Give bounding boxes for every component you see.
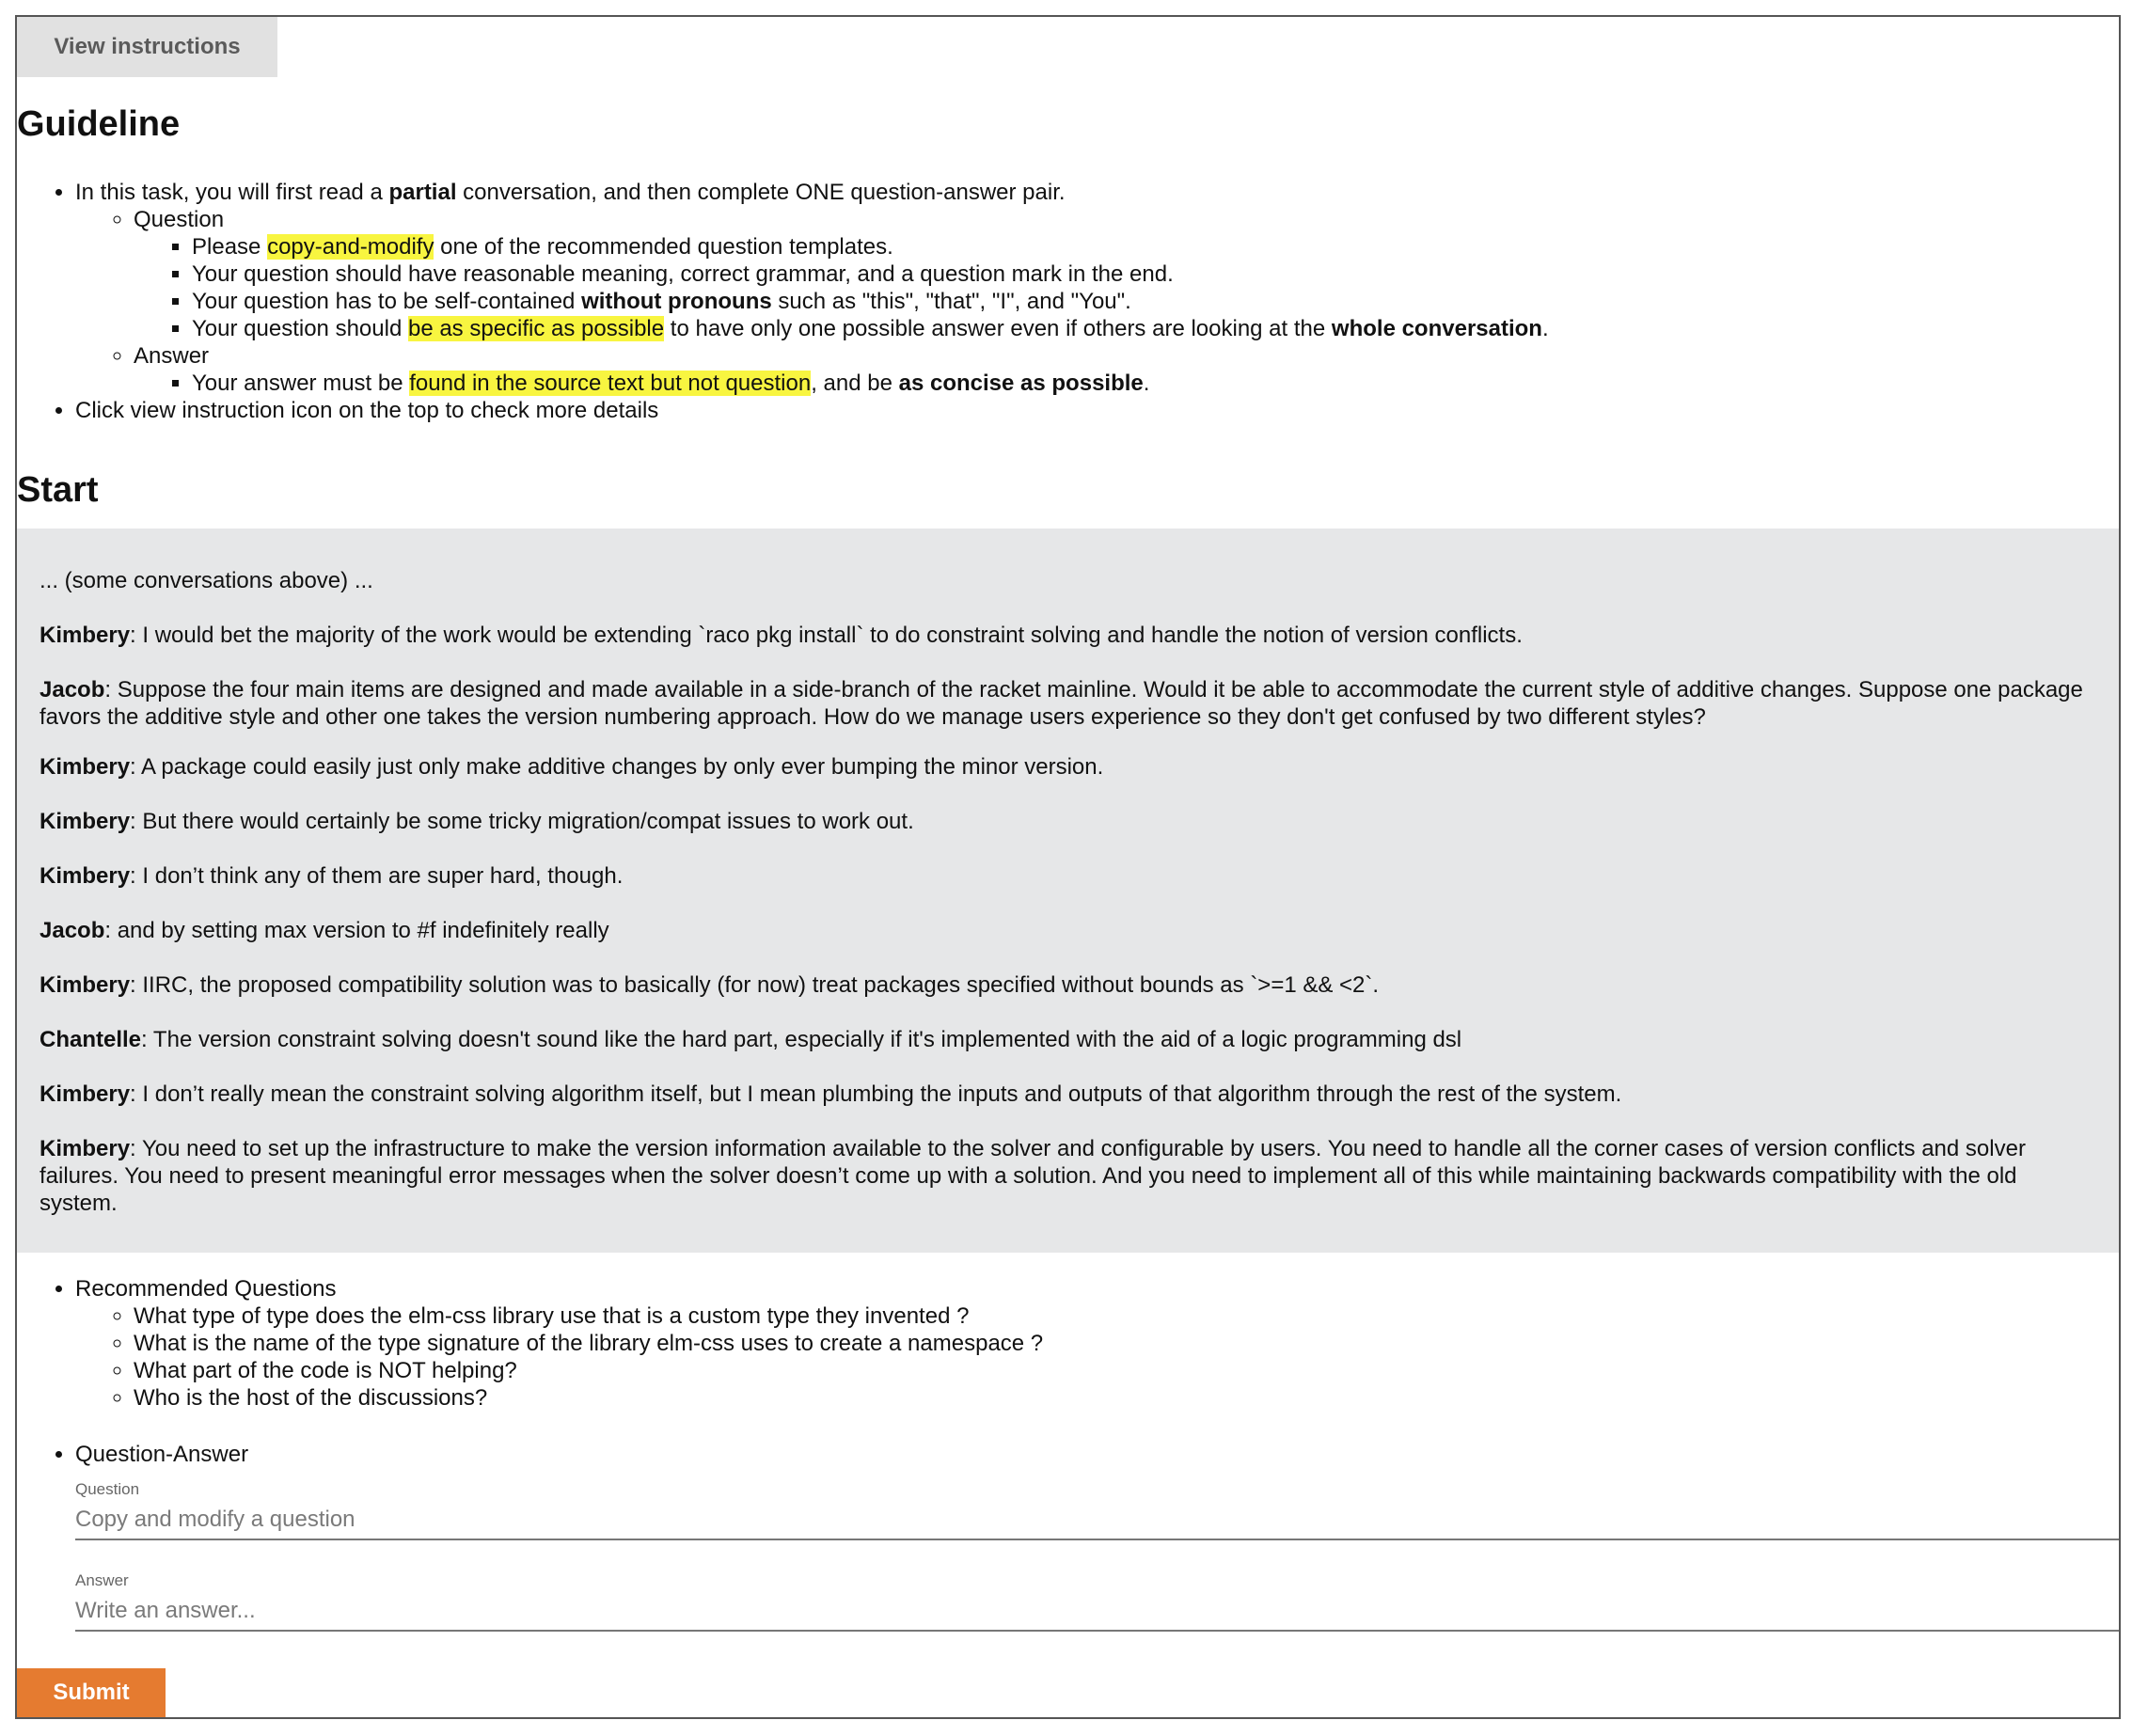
message-text: : I don’t really mean the constraint solving algorithm itself, but I mean plumbing the inputs and outputs of that algorithm through the rest of the system. <box>130 1081 1622 1107</box>
message-text: : The version constraint solving doesn't sound like the hard part, especially if it's implemented with the aid of a logic programming dsl <box>141 1027 1462 1052</box>
message <box>39 862 2096 890</box>
rule-highlight: copy-and-modify <box>267 234 434 260</box>
answer-rule-1 <box>192 370 2086 397</box>
recommended-question: ◦ What is the name of the type signature of the library elm-css uses to create a namespace ? <box>134 1330 2086 1357</box>
rule-bold: as concise as possible <box>898 371 1144 396</box>
rule-text: to have only one possible answer even if others are looking at the <box>664 316 1332 341</box>
rule-text: Please <box>192 234 268 260</box>
message-text: : A package could easily just only make additive changes by only ever bumping the minor version. <box>130 754 1104 780</box>
answer-guideline-label: Answer <box>134 343 210 369</box>
start-heading: Start <box>17 470 99 510</box>
rule-text: . <box>1541 316 1549 341</box>
recommended-question: ◦ What part of the code is NOT helping? <box>134 1357 2086 1384</box>
question-guideline-label: Question <box>134 207 225 232</box>
rule-text: Your question should <box>192 316 408 341</box>
speaker-name: Chantelle <box>39 1027 142 1052</box>
rule-text: Your question has to be self-contained <box>192 289 582 314</box>
question-field <box>75 1480 2119 1540</box>
task-frame <box>15 15 2121 1719</box>
message-text: : and by setting max version to #f indefinitely really <box>104 918 609 943</box>
rule-bold: whole conversation <box>1331 316 1542 341</box>
message-text: : I would bet the majority of the work would be extending `raco pkg install` to do constraint solving and handle the notion of version conflicts. <box>130 623 1523 648</box>
answer-field <box>75 1571 2119 1632</box>
question-rule-2: ▪ Your question should have reasonable meaning, correct grammar, and a question mark in the end. <box>192 260 2086 288</box>
answer-field-label: Answer <box>75 1571 129 1589</box>
answer-guideline <box>134 342 2086 397</box>
question-input[interactable] <box>75 1499 2119 1540</box>
question-answer-section <box>17 1441 2086 1468</box>
message-text: : Suppose the four main items are designed and made available in a side-branch of the racket mainline. Would it be able to accommodate the current style of additive changes. Suppose one package favors the additive style and other one takes the version numbering approach. How do we manage users experience so they don't get confused by two different styles? <box>39 677 2083 730</box>
message <box>39 1026 2096 1053</box>
speaker-name: Jacob <box>39 918 105 943</box>
question-rule-4 <box>192 315 2086 342</box>
question-guideline <box>134 206 2086 342</box>
speaker-name: Kimbery <box>39 972 131 998</box>
recommended-question: ◦ Who is the host of the discussions? <box>134 1384 2086 1412</box>
intro-bold: partial <box>388 180 457 205</box>
message-text: : But there would certainly be some tricky migration/compat issues to work out. <box>130 809 914 834</box>
speaker-name: Kimbery <box>39 863 131 889</box>
intro-text: In this task, you will first read a <box>75 180 389 205</box>
intro-text-end: conversation, and then complete ONE question-answer pair. <box>456 180 1066 205</box>
message <box>39 622 2096 649</box>
speaker-name: Kimbery <box>39 1081 131 1107</box>
speaker-name: Kimbery <box>39 1136 131 1161</box>
message-text: : IIRC, the proposed compatibility solution was to basically (for now) treat packages specified without bounds as `>=1 && <2`. <box>130 972 1380 998</box>
recommended-questions <box>75 1275 2086 1412</box>
message <box>39 808 2096 835</box>
speaker-name: Jacob <box>39 677 105 702</box>
question-answer-label: • Question-Answer <box>75 1441 2086 1468</box>
rule-text: such as "this", "that", "I", and "You". <box>771 289 1131 314</box>
recommended-questions-section <box>17 1275 2086 1412</box>
message <box>39 753 2096 781</box>
speaker-name: Kimbery <box>39 754 131 780</box>
rule-highlight: be as specific as possible <box>407 316 665 341</box>
message-text: : I don’t think any of them are super hard, though. <box>130 863 624 889</box>
rule-text: one of the recommended question templates. <box>434 234 893 260</box>
question-field-label: Question <box>75 1480 140 1498</box>
message <box>39 1135 2096 1217</box>
rule-text: , and be <box>811 371 899 396</box>
message <box>39 676 2096 731</box>
rule-text: . <box>1143 371 1150 396</box>
rule-highlight: found in the source text but not question <box>409 371 812 396</box>
rule-bold: without pronouns <box>581 289 772 314</box>
conversation-intro: ... (some conversations above) ... <box>39 568 373 593</box>
recommended-question: ◦ What type of type does the elm-css library use that is a custom type they invented ? <box>134 1302 2086 1330</box>
message-text: : You need to set up the infrastructure to make the version information available to the solver and configurable by users. You need to handle all the corner cases of version conflicts and solver failures. You need to present meaningful error messages when the solver doesn’t come up with a solution. And you need to implement all of this while maintaining backwards compatibility with the old system. <box>39 1136 2026 1216</box>
guideline-list <box>17 179 2086 424</box>
rule-text: Your answer must be <box>192 371 410 396</box>
submit-button[interactable]: Submit <box>17 1668 166 1717</box>
message <box>39 971 2096 999</box>
guideline-intro <box>75 179 2086 397</box>
conversation-panel <box>17 529 2119 1253</box>
question-rule-3 <box>192 288 2086 315</box>
click-instruction-note: • Click view instruction icon on the top to check more details <box>75 397 2086 424</box>
speaker-name: Kimbery <box>39 623 131 648</box>
question-rule-1 <box>192 233 2086 260</box>
guideline-heading: Guideline <box>17 104 181 144</box>
answer-input[interactable] <box>75 1590 2119 1632</box>
speaker-name: Kimbery <box>39 809 131 834</box>
recommended-questions-label: Recommended Questions <box>75 1276 337 1302</box>
message <box>39 917 2096 944</box>
message <box>39 1081 2096 1108</box>
view-instructions-button[interactable]: View instructions <box>17 17 277 77</box>
